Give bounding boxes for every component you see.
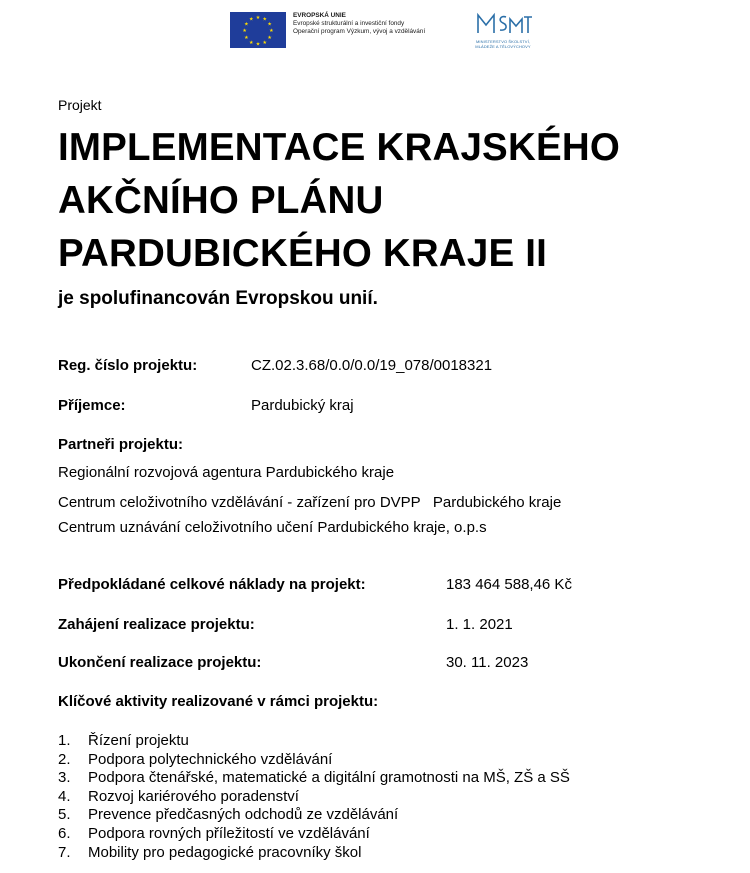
registration-value: CZ.02.3.68/0.0/0.0/19_078/0018321 (251, 357, 493, 374)
list-item-number: 6. (58, 824, 71, 842)
list-item (58, 751, 570, 770)
list-item-number: 1. (58, 732, 71, 749)
list-item (58, 844, 570, 863)
eu-stars-icon (230, 12, 286, 48)
list-item (58, 788, 570, 807)
eu-logo-line: EVROPSKÁ UNIE (293, 12, 346, 19)
partners-label: Partneři projektu: (58, 436, 184, 453)
list-item (58, 806, 570, 825)
eu-flag-logo (230, 12, 286, 48)
partner-item: Centrum celoživotního vzdělávání - zařízení pro DVPP Pardubického kraje (58, 494, 562, 511)
list-item-number: 4. (58, 787, 71, 805)
activities-list (58, 732, 570, 862)
list-item (58, 732, 570, 751)
list-item-text: Podpora polytechnického vzdělávání (88, 750, 333, 768)
recipient-label: Příjemce: (58, 397, 126, 414)
project-title (58, 121, 620, 280)
svg-text:★: ★ (269, 28, 274, 35)
start-value: 1. 1. 2021 (446, 616, 513, 633)
start-label: Zahájení realizace projektu: (58, 616, 255, 633)
list-item (58, 769, 570, 788)
list-item (58, 825, 570, 844)
eu-logo-text (293, 12, 425, 37)
list-item-text: Prevence předčasných odchodů ze vzdělávání (88, 806, 399, 824)
msmt-logo-text (452, 39, 554, 49)
end-label: Ukončení realizace projektu: (58, 654, 262, 671)
svg-text:★: ★ (249, 39, 254, 46)
title-line: PARDUBICKÉHO KRAJE II (58, 232, 548, 275)
svg-text:★: ★ (244, 21, 249, 28)
list-item-text: Řízení projektu (88, 732, 189, 749)
list-item-text: Podpora rovných příležitostí ve vzdělávání (88, 824, 370, 842)
list-item-number: 5. (58, 806, 71, 824)
recipient-value: Pardubický kraj (251, 397, 354, 414)
list-item-number: 3. (58, 769, 71, 787)
msmt-mark-icon (472, 11, 534, 39)
list-item-text: Rozvoj kariérového poradenství (88, 787, 299, 805)
partner-item: Centrum uznávání celoživotního učení Pardubického kraje, o.p.s (58, 519, 487, 536)
project-label: Projekt (58, 97, 102, 113)
title-line: AKČNÍHO PLÁNU (58, 179, 384, 222)
svg-text:★: ★ (255, 41, 261, 48)
svg-text:★: ★ (242, 28, 247, 35)
eu-logo-line: Operační program Výzkum, vývoj a vzdělávání (293, 28, 426, 36)
cofinancing-statement: je spolufinancován Evropskou unií. (58, 288, 378, 309)
svg-text:★: ★ (262, 16, 267, 23)
list-item-text: Mobility pro pedagogické pracovníky škol (88, 843, 362, 861)
end-value: 30. 11. 2023 (446, 654, 529, 671)
svg-text:★: ★ (249, 16, 254, 23)
svg-text:★: ★ (255, 14, 261, 21)
registration-label: Reg. číslo projektu: (58, 357, 198, 374)
svg-text:★: ★ (267, 34, 272, 41)
list-item-number: 7. (58, 843, 71, 861)
svg-text:★: ★ (267, 21, 272, 28)
list-item-text: Podpora čtenářské, matematické a digitální gramotnosti na MŠ, ZŠ a SŠ (88, 769, 570, 787)
svg-text:★: ★ (244, 34, 249, 41)
eu-logo-line: Evropské strukturální a investiční fondy (293, 20, 405, 28)
costs-label: Předpokládané celkové náklady na projekt: (58, 576, 366, 593)
partner-item: Regionální rozvojová agentura Pardubického kraje (58, 464, 395, 481)
list-item-number: 2. (58, 750, 71, 768)
msmt-logo-line: MINISTERSTVO ŠKOLSTVÍ, (476, 39, 530, 44)
title-line: IMPLEMENTACE KRAJSKÉHO (58, 126, 620, 169)
svg-text:★: ★ (262, 39, 267, 46)
costs-value: 183 464 588,46 Kč (446, 576, 572, 593)
activities-label: Klíčové aktivity realizované v rámci projektu: (58, 693, 379, 710)
msmt-logo-line: MLÁDEŽE A TĚLOVÝCHOVY (475, 44, 531, 49)
